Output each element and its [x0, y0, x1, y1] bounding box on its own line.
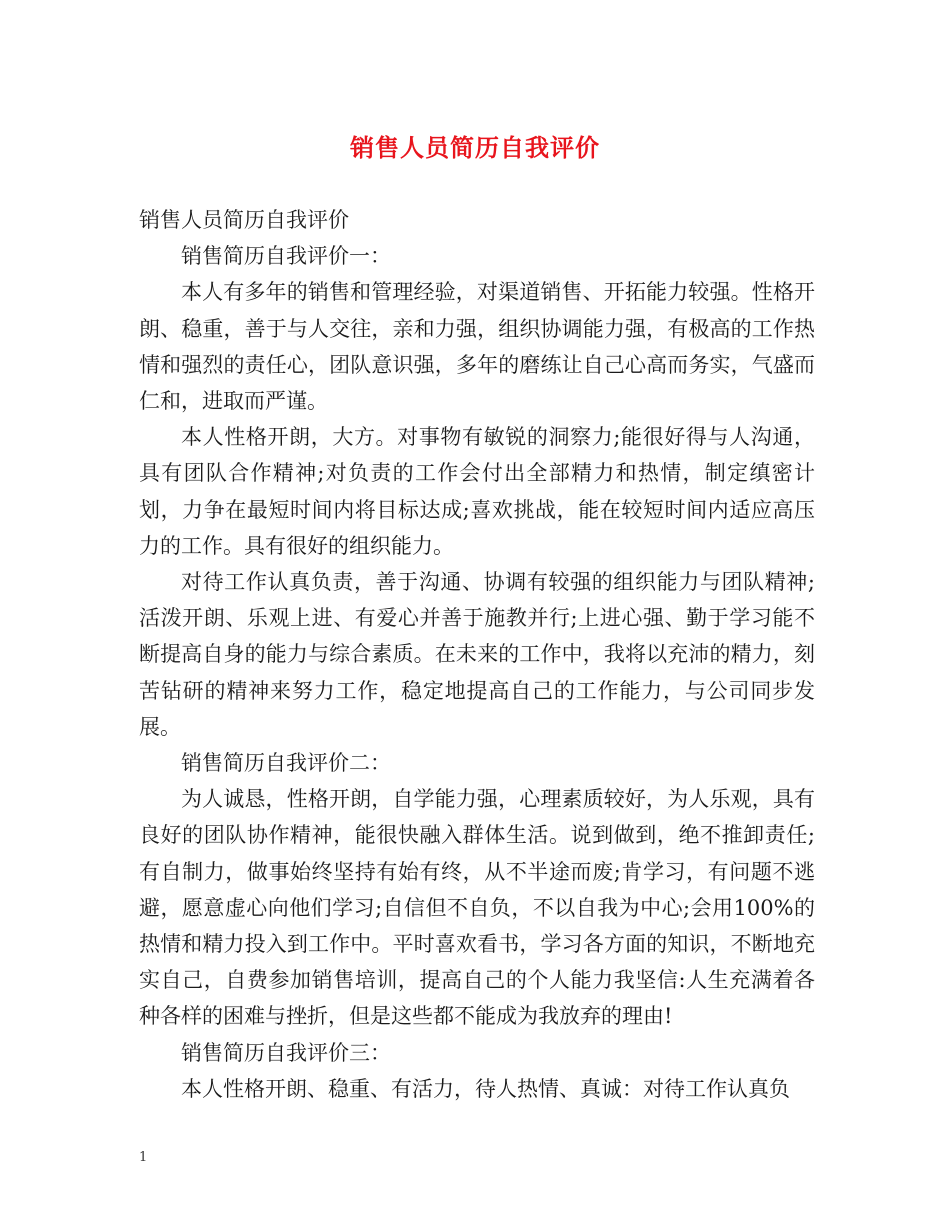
page-number: 1 — [139, 1150, 148, 1165]
document-body — [139, 202, 815, 1107]
section-3-heading: 销售简历自我评价三： — [181, 1040, 391, 1065]
document-title: 销售人员简历自我评价 — [350, 133, 600, 162]
section-2-paragraph: 为人诚恳，性格开朗，自学能力强，心理素质较好，为人乐观，具有良好的团队协作精神，能很快融入群体生活。说到做到，绝不推卸责任;有自制力，做事始终坚持有始有终，从不半途而废;肯学习，有问题不逃避，愿意虚心向他们学习;自信但不自负，不以自我为中心;会用100%的热情和精力投入到工作中。平时喜欢看书，学习各方面的知识，不断地充实自己，自费参加销售培训，提高自己的个人能力我坚信:人生充满着各种各样的困难与挫折，但是这些都不能成为我放弃的理由! — [139, 787, 815, 1029]
section-2-heading: 销售简历自我评价二： — [181, 751, 391, 776]
section-1-paragraph-3: 对待工作认真负责，善于沟通、协调有较强的组织能力与团队精神;活泼开朗、乐观上进、有爱心并善于施教并行;上进心强、勤于学习能不断提高自身的能力与综合素质。在未来的工作中，我将以充沛的精力，刻苦钻研的精神来努力工作，稳定地提高自己的工作能力，与公司同步发展。 — [139, 570, 815, 739]
section-1-heading: 销售简历自我评价一： — [181, 244, 391, 269]
section-1-paragraph-2: 本人性格开朗，大方。对事物有敏锐的洞察力;能很好得与人沟通，具有团队合作精神;对负责的工作会付出全部精力和热情，制定缜密计划，力争在最短时间内将目标达成;喜欢挑战，能在较短时间内适应高压力的工作。具有很好的组织能力。 — [139, 425, 815, 558]
section-1-paragraph-1: 本人有多年的销售和管理经验，对渠道销售、开拓能力较强。性格开朗、稳重，善于与人交往，亲和力强，组织协调能力强，有极高的工作热情和强烈的责任心，团队意识强，多年的磨练让自己心高而务实，气盛而仁和，进取而严谨。 — [139, 280, 815, 414]
intro-line: 销售人员简历自我评价 — [139, 208, 349, 232]
section-3-paragraph: 本人性格开朗、稳重、有活力，待人热情、真诚：对待工作认真负 — [181, 1076, 790, 1101]
